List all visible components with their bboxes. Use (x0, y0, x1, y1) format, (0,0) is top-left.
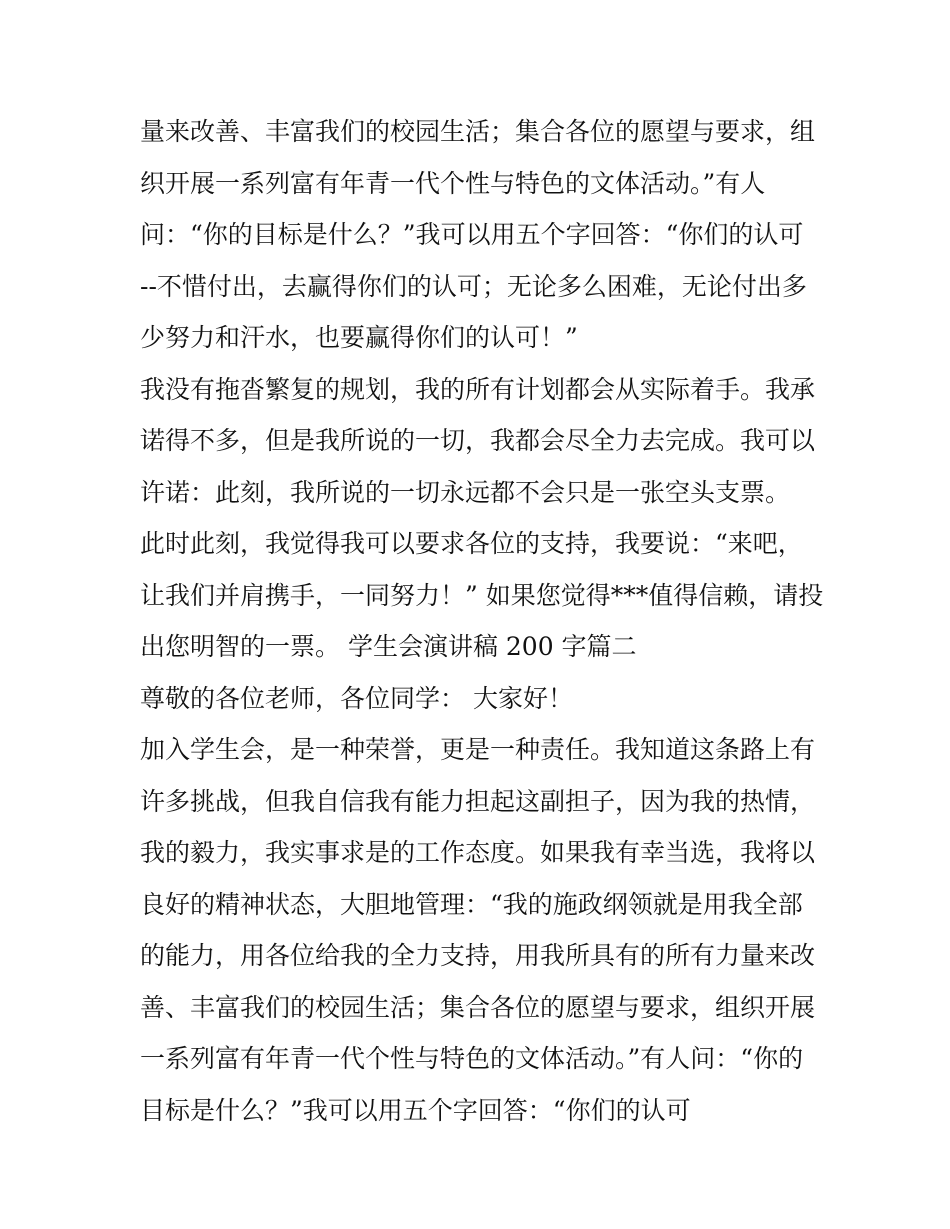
section-heading-line: 出您明智的一票。 学生会演讲稿 200 字篇二 (140, 632, 637, 661)
text-line: 许诺：此刻，我所说的一切永远都不会只是一张空头支票。 (140, 477, 791, 507)
speech-text-body (140, 106, 840, 1136)
text-line: 的能力，用各位给我的全力支持，用我所具有的所有力量来改 (140, 941, 816, 970)
text-line: 让我们并肩携手，一同努力！” 如果您觉得***值得信赖，请投 (140, 580, 824, 610)
text-line: 问：“你的目标是什么？”我可以用五个字回答：“你们的认可 (140, 220, 804, 249)
text-line: 一系列富有年青一代个性与特色的文体活动。”有人问：“你的 (140, 1044, 804, 1073)
text-line: 量来改善、丰富我们的校园生活；集合各位的愿望与要求，组 (140, 117, 816, 146)
text-line: 诺得不多，但是我所说的一切，我都会尽全力去完成。我可以 (140, 426, 816, 455)
text-line: 目标是什么？”我可以用五个字回答：“你们的认可 (140, 1095, 691, 1125)
greeting-line: 尊敬的各位老师，各位同学： 大家好！ (140, 683, 573, 713)
text-line: 我没有拖沓繁复的规划，我的所有计划都会从实际着手。我承 (140, 374, 816, 404)
text-line: 加入学生会，是一种荣誉，更是一种责任。我知道这条路上有 (140, 735, 816, 764)
text-line: 善、丰富我们的校园生活；集合各位的愿望与要求，组织开展 (140, 992, 816, 1022)
text-line: 许多挑战，但我自信我有能力担起这副担子，因为我的热情， (140, 786, 816, 816)
text-line: 少努力和汗水，也要赢得你们的认可！” (140, 323, 578, 352)
text-line: --不惜付出，去赢得你们的认可；无论多么困难，无论付出多 (140, 271, 807, 301)
text-line: 织开展一系列富有年青一代个性与特色的文体活动。”有人 (140, 168, 766, 198)
text-line: 良好的精神状态，大胆地管理：“我的施政纲领就是用我全部 (140, 889, 803, 919)
text-line: 我的毅力，我实事求是的工作态度。如果我有幸当选，我将以 (140, 838, 816, 867)
text-line: 此时此刻，我觉得我可以要求各位的支持，我要说：“来吧， (140, 529, 803, 558)
